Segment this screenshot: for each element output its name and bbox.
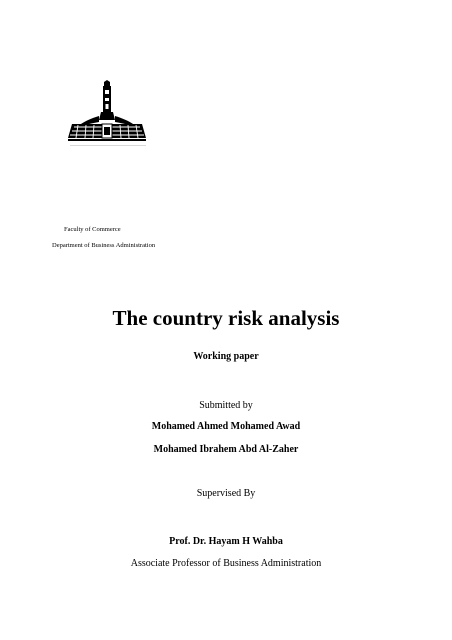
faculty-name: Faculty of Commerce	[64, 226, 121, 233]
document-subtitle: Working paper	[193, 351, 259, 362]
supervisor-title: Associate Professor of Business Administration	[130, 558, 322, 569]
supervisor-name: Prof. Dr. Hayam H Wahba	[169, 536, 283, 547]
university-emblem-icon	[68, 80, 146, 146]
supervised-by-label: Supervised By	[196, 488, 256, 499]
author-name: Mohamed Ahmed Mohamed Awad	[151, 421, 301, 432]
logo-divider	[70, 145, 146, 146]
department-name: Department of Business Administration	[52, 242, 156, 249]
author-name: Mohamed Ibrahem Abd Al-Zaher	[153, 444, 299, 455]
document-title: The country risk analysis	[112, 306, 340, 330]
submitted-by-label: Submitted by	[199, 400, 253, 411]
